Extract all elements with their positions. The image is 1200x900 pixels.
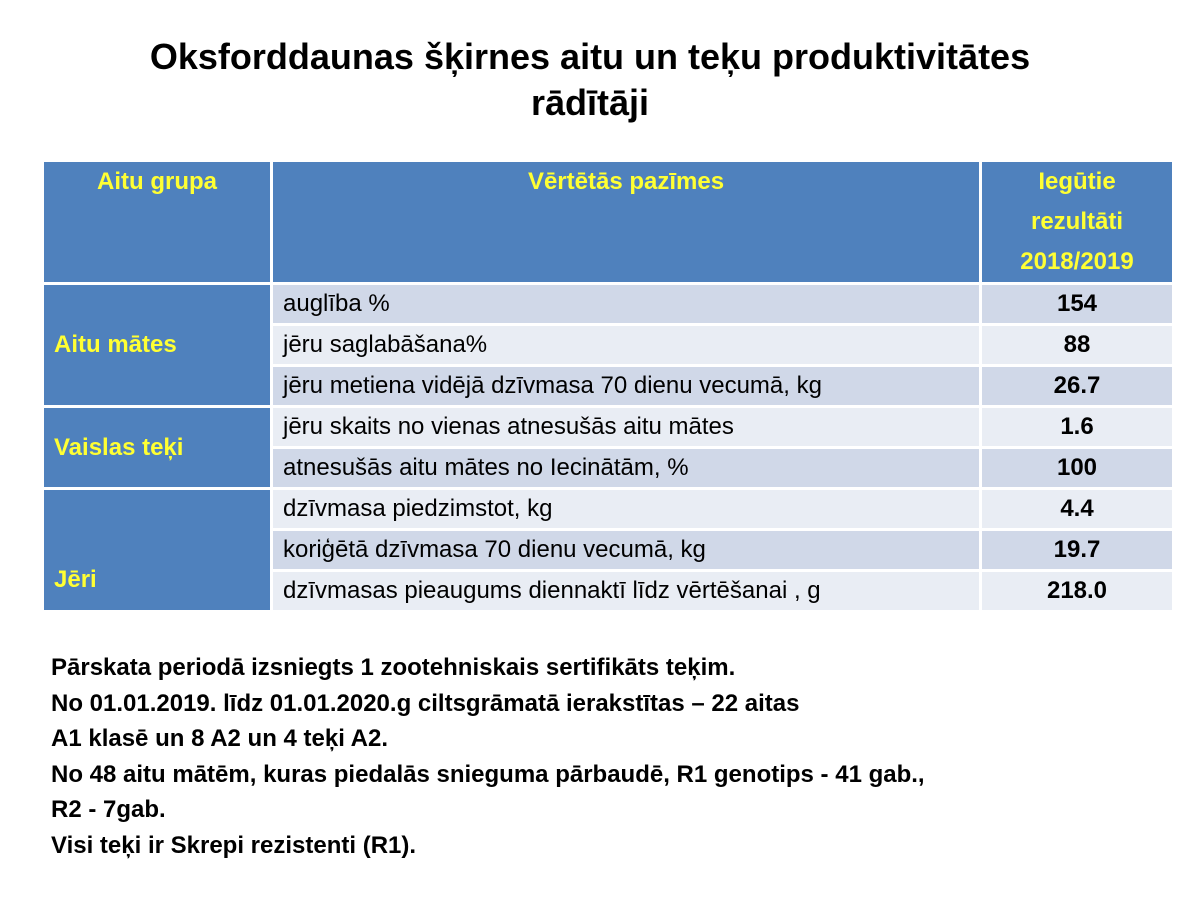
value-cell: 88 <box>982 326 1172 364</box>
note-line: Pārskata periodā izsniegts 1 zootehniskais sertifikāts teķim. <box>51 654 736 681</box>
results-table <box>41 159 1175 613</box>
header-results-line: rezultāti <box>1030 208 1123 235</box>
value-cell: 26.7 <box>982 367 1172 405</box>
header-traits: Vērtētās pazīmes <box>273 162 979 282</box>
trait-cell: auglība % <box>273 285 979 323</box>
page-title: Oksforddaunas šķirnes aitu un teķu produktivitātes rādītāji <box>149 36 1031 123</box>
trait-cell: jēru skaits no vienas atnesušās aitu mātes <box>273 408 979 446</box>
group-rams: Vaislas teķi <box>44 408 270 487</box>
note-line: No 01.01.2019. līdz 01.01.2020.g ciltsgrāmatā ierakstītas – 22 aitas <box>51 689 800 717</box>
table-row <box>44 490 1172 528</box>
value-cell: 154 <box>982 285 1172 323</box>
value-cell: 100 <box>982 449 1172 487</box>
trait-cell: koriģētā dzīvmasa 70 dienu vecumā, kg <box>273 531 979 569</box>
trait-cell: dzīvmasas pieaugums diennaktī līdz vērtēšanai , g <box>273 572 979 610</box>
group-lambs: Jēri <box>44 490 270 610</box>
note-line: A1 klasē un 8 A2 un 4 teķi A2. <box>51 725 389 752</box>
header-group: Aitu grupa <box>44 162 270 282</box>
group-ewes: Aitu mātes <box>44 285 270 405</box>
value-cell: 4.4 <box>982 490 1172 528</box>
note-line: Visi teķi ir Skrepi rezistenti (R1). <box>51 831 417 859</box>
trait-cell: jēru saglabāšana% <box>273 326 979 364</box>
note-line: R2 - 7gab. <box>51 796 166 823</box>
table-row <box>44 408 1172 446</box>
table-row <box>44 285 1172 323</box>
value-cell: 218.0 <box>982 572 1172 610</box>
header-results-line: 2018/2019 <box>1020 248 1134 275</box>
header-results-line: Iegūtie <box>1038 168 1116 195</box>
value-cell: 1.6 <box>982 408 1172 446</box>
trait-cell: dzīvmasa piedzimstot, kg <box>273 490 979 528</box>
trait-cell: atnesušās aitu mātes no Iecinātām, % <box>273 449 979 487</box>
summary-notes <box>51 650 1171 863</box>
header-results <box>982 162 1172 282</box>
value-cell: 19.7 <box>982 531 1172 569</box>
trait-cell: jēru metiena vidējā dzīvmasa 70 dienu vecumā, kg <box>273 367 979 405</box>
table-header-row <box>44 162 1172 282</box>
note-line: No 48 aitu mātēm, kuras piedalās snieguma pārbaudē, R1 genotips - 41 gab., <box>51 760 925 788</box>
